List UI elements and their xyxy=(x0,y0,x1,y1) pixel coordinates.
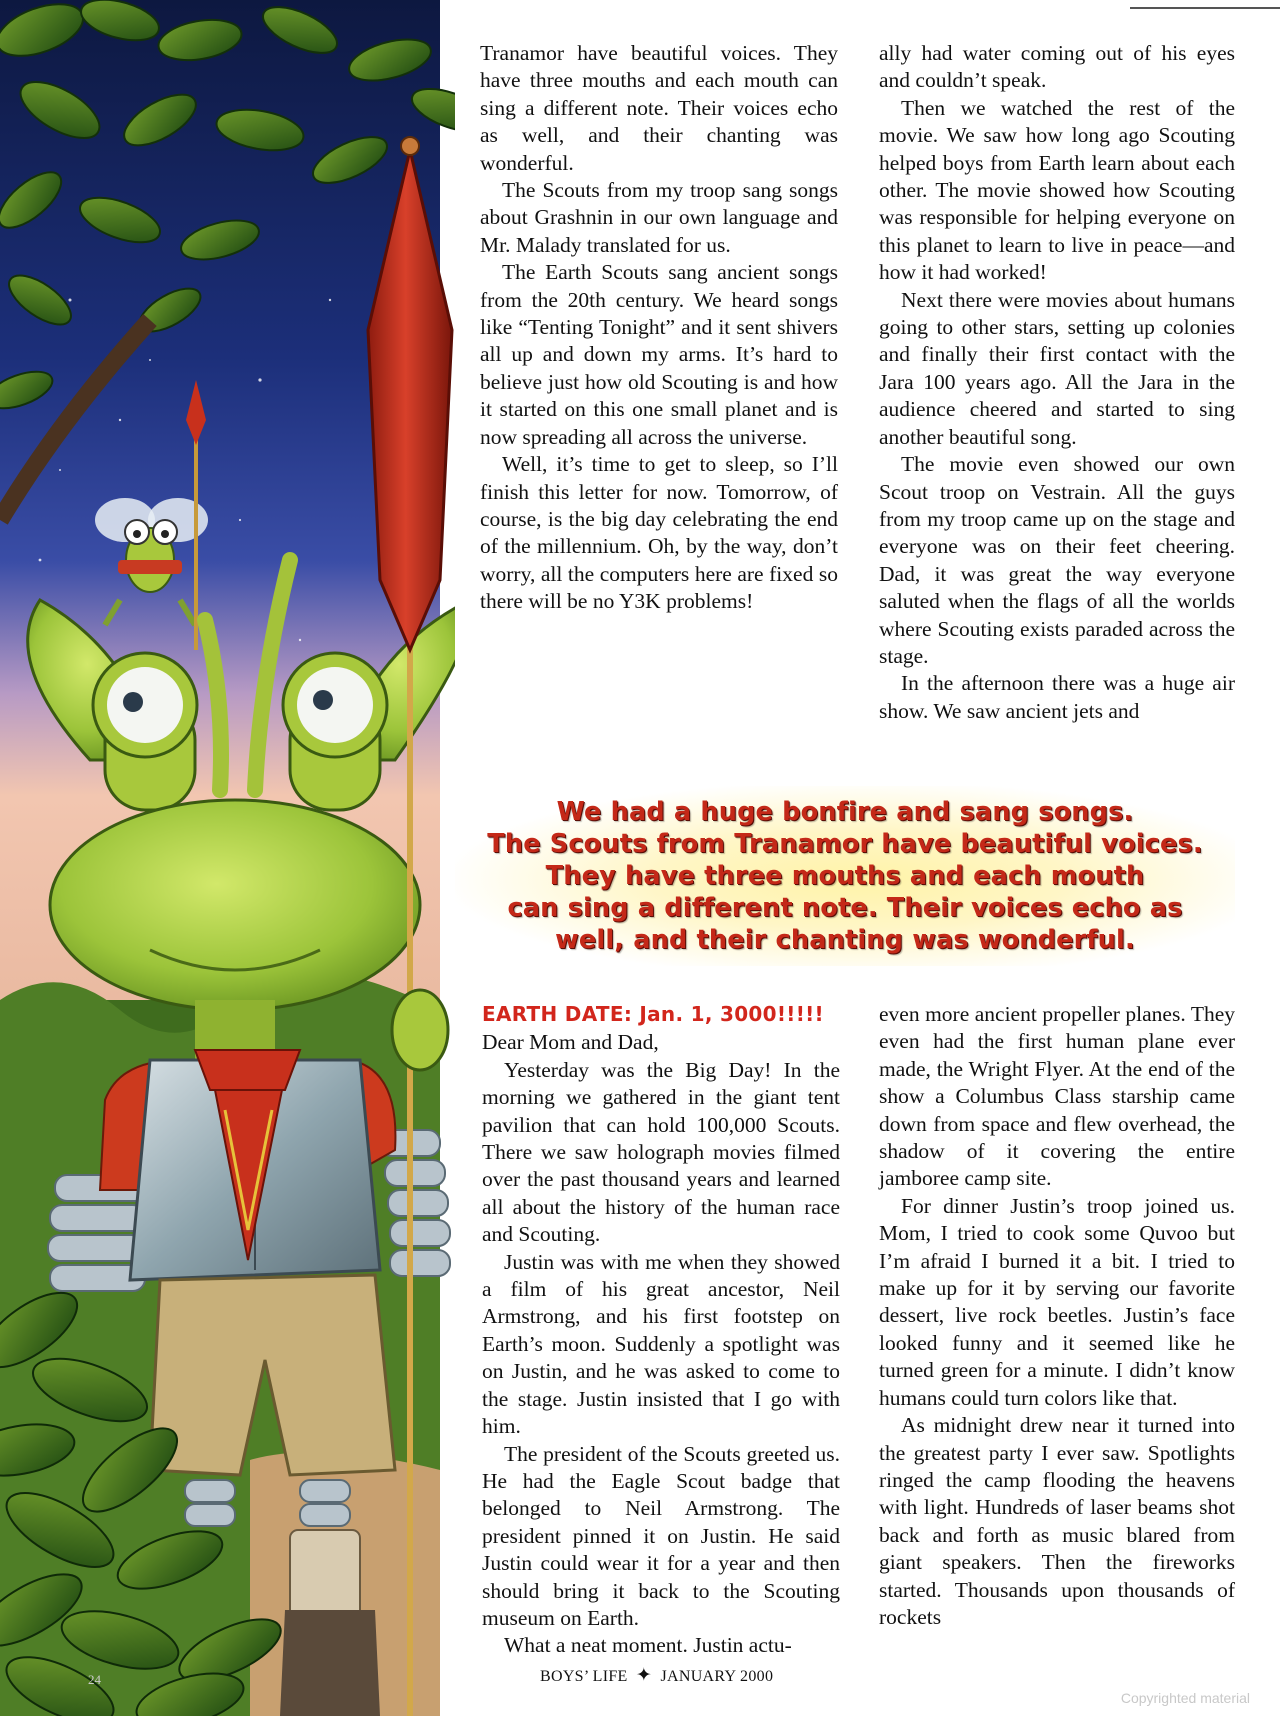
pull-quote-line: They have three mouths and each mouth xyxy=(545,861,1145,891)
page-number: 24 xyxy=(88,1672,101,1687)
paragraph: Yesterday was the Big Day! In the morning we gathered in the giant tent pavilion that can hold 100,000 Scouts. There we saw holograph movies filmed over the past thousand years and learned all about the history of the human race and Scouting. xyxy=(482,1057,840,1247)
pull-quote-line: The Scouts from Tranamor have beautiful voices. xyxy=(487,829,1203,859)
pull-quote-line: can sing a different note. Their voices echo as xyxy=(507,893,1183,923)
fleur-de-lis-icon: ✦ xyxy=(635,1665,653,1686)
column-2-bottom xyxy=(879,1001,1235,1631)
paragraph: The Earth Scouts sang ancient songs from the 20th century. We heard songs like “Tenting Tonight” and it sent shivers all up and down my arms. It’s hard to believe just how old Scouting is and how it started on this one small planet and is now spreading all across the universe. xyxy=(480,260,838,449)
alien-scout-illustration xyxy=(0,0,455,1716)
paragraph: Tranamor have beautiful voices. They have three mouths and each mouth can sing a different note. Their voices echo as well, and their chanting was wonderful. xyxy=(480,41,838,175)
magazine-name: BOYS’ LIFE xyxy=(540,1668,628,1685)
paragraph: As midnight drew near it turned into the greatest party I ever saw. Spotlights ringed the camp flooding the heavens with light. Hundreds of laser beams shot back and forth as music blared from giant speakers. Then the fireworks started. Thousands upon thousands of rockets xyxy=(879,1413,1235,1629)
paragraph: The movie even showed our own Scout troop on Vestrain. All the guys from my troop came up on the stage and everyone was on their feet cheering. Dad, it was great the way everyone saluted when the flags of all the worlds where Scouting exists paraded across the stage. xyxy=(879,452,1235,668)
column-2-top xyxy=(879,40,1235,725)
paragraph: even more ancient propeller planes. They even had the first human plane ever made, the Wright Flyer. At the end of the show a Columbus Class starship came down from space and flew overhead, the shadow of it covering the entire jamboree camp site. xyxy=(879,1002,1235,1191)
pull-quote xyxy=(455,786,1235,966)
paragraph: Well, it’s time to get to sleep, so I’ll finish this letter for now. Tomorrow, of course, is the big day celebrating the end of the millennium. Oh, by the way, don’t worry, all the computers here are fixed so there will be no Y3K problems! xyxy=(480,452,838,614)
pull-quote-line: We had a huge bonfire and sang songs. xyxy=(556,797,1134,827)
pull-quote-text xyxy=(455,796,1235,956)
paragraph: ally had water coming out of his eyes and couldn’t speak. xyxy=(879,41,1235,93)
paragraph: What a neat moment. Justin actu- xyxy=(504,1633,792,1658)
column-1-top xyxy=(480,40,838,616)
paragraph: Next there were movies about humans going to other stars, setting up colonies and finally their first contact with the Jara 100 years ago. All the Jara in the audience cheered and started to sing another beautiful song. xyxy=(879,287,1235,449)
pull-quote-line: well, and their chanting was wonderful. xyxy=(555,925,1135,955)
issue-date: JANUARY 2000 xyxy=(660,1668,774,1685)
paragraph: For dinner Justin’s troop joined us. Mom, I tried to cook some Quvoo but I’m afraid I burned it a bit. I tried to make up for it by serving our favorite dessert, live rock beetles. Justin’s face looked funny and it seemed like he turned green for a minute. I didn’t know humans could turn colors like that. xyxy=(879,1193,1235,1410)
column-1-bottom xyxy=(482,1001,840,1660)
dateline: EARTH DATE: Jan. 1, 3000!!!!! xyxy=(482,1002,824,1026)
paragraph: Justin was with me when they showed a film of his great ancestor, Neil Armstrong, and his first footstep on Earth’s moon. Suddenly a spotlight was on Justin, and he was asked to come to the stage. Justin insisted that I go with him. xyxy=(482,1249,840,1439)
copyright-watermark: Copyrighted material xyxy=(1120,1690,1250,1706)
salutation: Dear Mom and Dad, xyxy=(482,1030,659,1055)
paragraph: The president of the Scouts greeted us. He had the Eagle Scout badge that belonged to Neil Armstrong. The president pinned it on Justin. He said Justin could wear it for a year and then should bring it back to the Scouting museum on Earth. xyxy=(482,1441,840,1630)
paragraph: The Scouts from my troop sang songs about Grashnin in our own language and Mr. Malady translated for us. xyxy=(480,178,838,257)
page-footer xyxy=(540,1664,773,1687)
top-rule xyxy=(1130,7,1280,9)
paragraph: Then we watched the rest of the movie. We saw how long ago Scouting helped boys from Earth learn about each other. The movie showed how Scouting was responsible for helping everyone on this planet to learn to live in peace—and how it had worked! xyxy=(879,95,1235,285)
paragraph: In the afternoon there was a huge air show. We saw ancient jets and xyxy=(879,671,1235,723)
